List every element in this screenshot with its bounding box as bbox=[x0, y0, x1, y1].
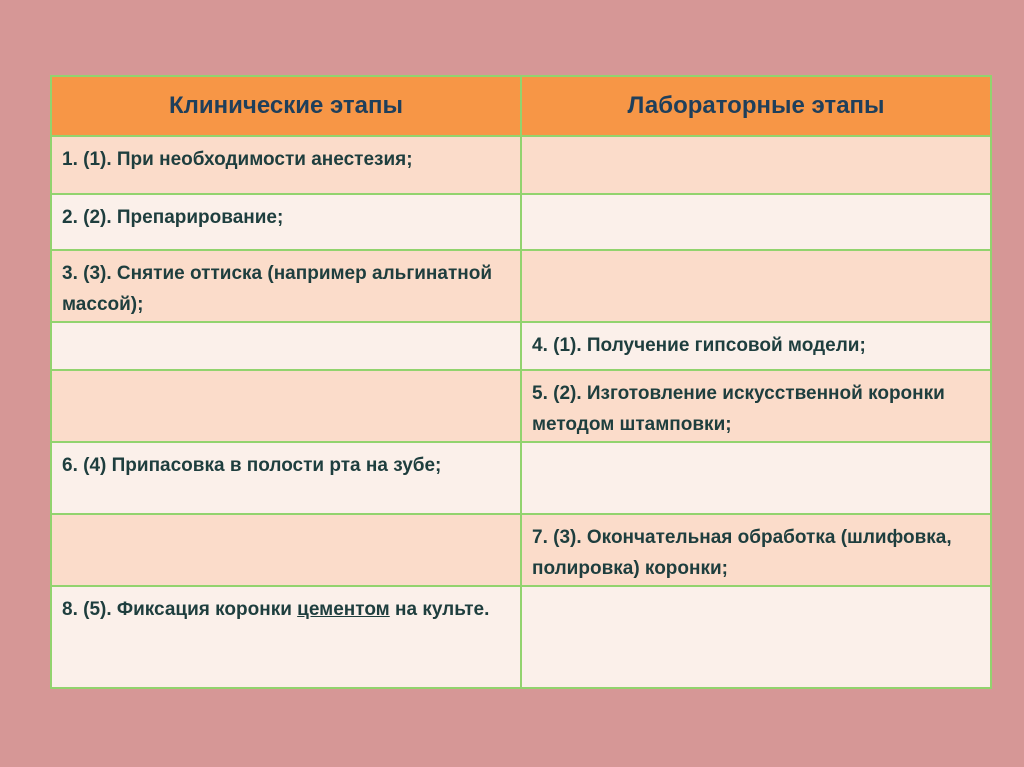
clinical-cell bbox=[51, 322, 521, 370]
header-lab: Лабораторные этапы bbox=[521, 76, 991, 136]
lab-cell bbox=[521, 136, 991, 194]
header-clinical: Клинические этапы bbox=[51, 76, 521, 136]
clinical-text-part: на культе. bbox=[389, 599, 490, 620]
lab-cell: 4. (1). Получение гипсовой модели; bbox=[521, 322, 991, 370]
lab-cell bbox=[521, 194, 991, 250]
table-row bbox=[51, 370, 991, 442]
clinical-cell bbox=[51, 586, 521, 688]
lab-cell bbox=[521, 442, 991, 514]
table-row bbox=[51, 322, 991, 370]
clinical-text-part: 8. (5). Фиксация коронки bbox=[62, 599, 298, 620]
table-row bbox=[51, 514, 991, 586]
clinical-cell: 1. (1). При необходимости анестезия; bbox=[51, 136, 521, 194]
table-row bbox=[51, 250, 991, 322]
clinical-cell: 3. (3). Снятие оттиска (например альгинатной массой); bbox=[51, 250, 521, 322]
table-row bbox=[51, 586, 991, 688]
clinical-cell: 6. (4) Припасовка в полости рта на зубе; bbox=[51, 442, 521, 514]
table-row bbox=[51, 442, 991, 514]
underlined-term: цементом bbox=[297, 599, 390, 620]
clinical-cell bbox=[51, 370, 521, 442]
lab-cell bbox=[521, 586, 991, 688]
lab-cell bbox=[521, 250, 991, 322]
table-row bbox=[51, 194, 991, 250]
header-row bbox=[51, 76, 991, 136]
table-row bbox=[51, 136, 991, 194]
lab-cell: 7. (3). Окончательная обработка (шлифовка, полировка) коронки; bbox=[521, 514, 991, 586]
stages-table bbox=[50, 75, 992, 689]
lab-cell: 5. (2). Изготовление искусственной коронки методом штамповки; bbox=[521, 370, 991, 442]
clinical-cell bbox=[51, 514, 521, 586]
clinical-cell: 2. (2). Препарирование; bbox=[51, 194, 521, 250]
